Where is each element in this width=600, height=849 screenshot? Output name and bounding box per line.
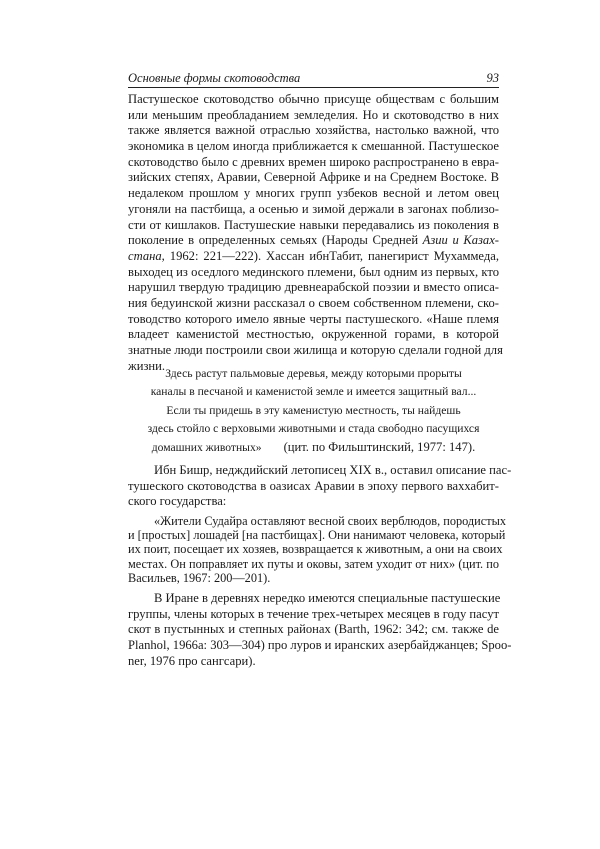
text-line: нарушил твердую традицию древнеарабской поэзии и вместо описа-: [128, 280, 499, 295]
poem-line: Здесь растут пальмовые деревья, между которыми прорыты: [165, 367, 462, 380]
text-line: ния бедуинской жизни рассказал о своем собственном племени, ско-: [128, 295, 499, 310]
text-line: товодство которого имело явные черты пастушеского. «Наше племя: [128, 311, 499, 326]
text-line: сти от кишлаков. Пастушеские навыки передавались из поколения в: [128, 217, 499, 232]
text-line: угоняли на пастбища, а осенью и зимой держали в загонах поблизо-: [128, 201, 499, 216]
text-line: также является важной отраслью хозяйства, настолько важной, что: [128, 123, 499, 138]
text-line: Ибн Бишр, недждийский летописец XIX в., оставил описание пас-: [154, 463, 512, 477]
text-segment: поколение в определенных семьях (Народы Средней: [128, 233, 423, 248]
text-line: Васильев, 1967: 200—201).: [128, 570, 271, 585]
text-line: «Жители Судайра оставляют весной своих верблюдов, породистых: [154, 514, 506, 528]
text-line: или меньшим преобладанием земледелия. Но и скотоводство в них: [128, 107, 499, 122]
block-quote: [128, 514, 506, 585]
poem-quote: [128, 365, 499, 456]
paragraph-1: [128, 92, 503, 374]
italic-source-title: Азии и Казах-: [422, 233, 499, 248]
text-segment: 1962: 221—222). Хассан ибнТабит, панегирист Мухаммеда,: [164, 248, 499, 263]
text-line: ner, 1976 про сангсари).: [128, 653, 256, 668]
paragraph-2: [128, 463, 512, 510]
text-line: скот в пустынных и степных районах (Barth, 1962: 342; см. также de: [128, 622, 499, 637]
page-number: 93: [486, 71, 499, 85]
text-line: В Иране в деревнях нередко имеются специальные пастушеские: [154, 591, 501, 605]
running-header: [128, 70, 499, 88]
text-line: жизни.: [128, 358, 166, 373]
poem-citation: (цит. по Фильштинский, 1977: 147).: [283, 440, 476, 455]
text-line: Пастушеское скотоводство обычно присуще обществам с большим: [128, 92, 499, 106]
text-line: [128, 249, 499, 265]
italic-source-title: стана,: [128, 248, 165, 263]
text-line: их поит, посещает их хозяев, возвращается к животным, а они на своих: [128, 542, 503, 557]
text-line: [128, 233, 499, 249]
text-line: группы, члены которых в течение трех-четырех месяцев в году пасут: [128, 606, 499, 621]
poem-line: Если ты придешь в эту каменистую местность, ты найдешь: [166, 403, 461, 417]
text-line: местах. Он поправляет их путы и оковы, затем уходит от них» (цит. по: [128, 556, 499, 571]
poem-line: здесь стойло с верховыми животными и стада свободно пасущихся: [147, 421, 480, 435]
poem-line: [128, 438, 499, 456]
text-line: недалеком прошлом у многих групп узбеков весной и летом овец: [128, 186, 499, 201]
text-line: и [простых] лошадей [на пастбищах]. Они нанимают человека, который: [128, 528, 506, 543]
text-line: Planhol, 1966a: 303—304) про луров и иранских азербайджанцев; Spoo-: [128, 638, 512, 653]
text-line: ского государства:: [128, 494, 227, 509]
running-title: Основные формы скотоводства: [128, 71, 301, 85]
text-line: скотоводство было с древних времен широко распространено в евра-: [128, 154, 499, 169]
paragraph-3: [128, 591, 512, 669]
poem-line: каналы в песчаной и каменистой земле и имеется защитный вал...: [150, 385, 477, 399]
text-line: экономика в целом иногда приближается к смешанной. Пастушеское: [128, 139, 499, 154]
text-line: тушеского скотоводства в оазисах Аравии в эпоху первого ваххабит-: [128, 478, 499, 493]
text-line: зийских степях, Аравии, Северной Африке и на Среднем Востоке. В: [128, 170, 499, 185]
poem-text: домашних животных»: [151, 441, 262, 455]
text-line: выходец из оседлого мединского племени, был одним из первых, кто: [128, 264, 499, 279]
text-line: владеет каменистой местностью, окруженной горами, в которой: [128, 327, 499, 342]
text-line: знатные люди построили свои жилища и которую сделали годной для: [128, 343, 503, 357]
